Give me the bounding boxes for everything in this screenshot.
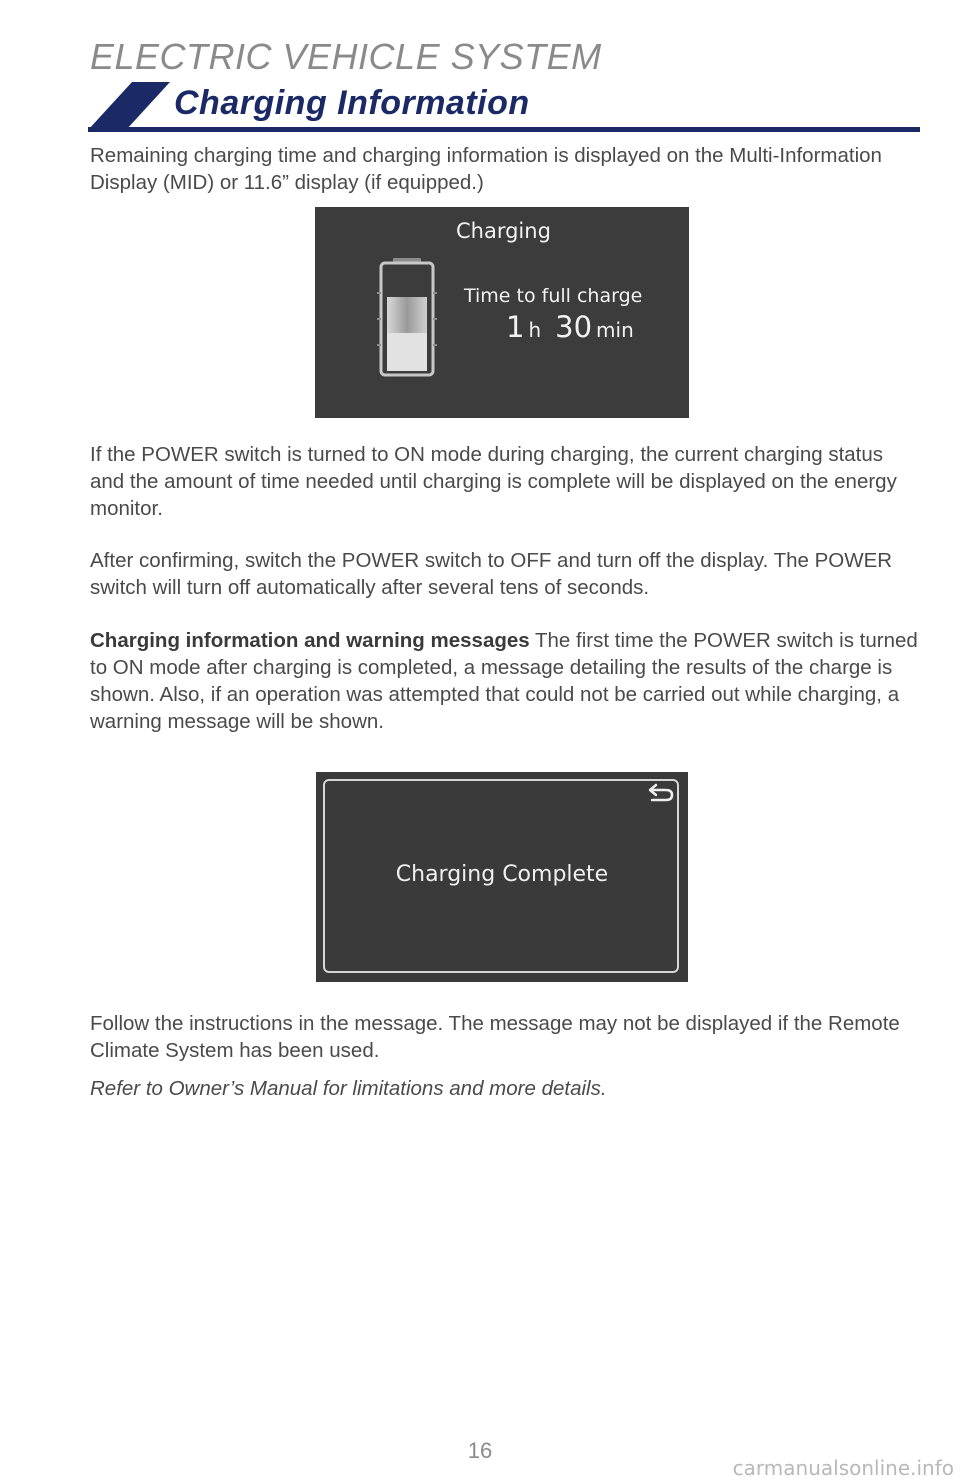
hours-value: 1 [506, 310, 525, 344]
page-heading: Charging Information [174, 84, 530, 122]
messages-heading: Charging information and warning messages [90, 629, 530, 652]
after-confirming-paragraph: After confirming, switch the POWER switch to OFF and turn off the display. The POWER switch will turn off automatically after several tens of seconds. [90, 549, 893, 599]
charging-time-display [315, 207, 689, 418]
messages-text: The first time the POWER switch is turned to ON mode after charging is completed, a message detailing the results of the charge is shown. Also, if an operation was attempted that could not be carried out while charging, a warning message will be shown. [90, 629, 918, 733]
power-on-paragraph: If the POWER switch is turned to ON mode during charging, the current charging status and the amount of time needed until charging is complete will be displayed on the energy monitor. [90, 443, 897, 520]
section-title: ELECTRIC VEHICLE SYSTEM [90, 36, 602, 77]
manual-note: Refer to Owner’s Manual for limitations and more details. [90, 1077, 607, 1100]
remaining-time [506, 310, 634, 344]
battery-icon [375, 257, 439, 384]
intro-paragraph: Remaining charging time and charging information is displayed on the Multi-Information Display (MID) or 11.6” display (if equipped.) [90, 144, 882, 194]
follow-instructions-paragraph: Follow the instructions in the message. The message may not be displayed if the Remote Climate System has been used. [90, 1012, 900, 1062]
messages-paragraph [90, 627, 920, 735]
display-title: Charging [456, 219, 551, 243]
charging-complete-message: Charging Complete [395, 862, 609, 887]
minutes-unit: min [596, 318, 634, 342]
back-arrow-icon[interactable] [646, 782, 676, 809]
charging-complete-display [316, 772, 688, 982]
watermark: carmanualsonline.info [732, 1456, 954, 1480]
page-number: 16 [467, 1438, 493, 1463]
hours-unit: h [528, 318, 542, 342]
minutes-value: 30 [555, 310, 593, 344]
time-to-full-label: Time to full charge [464, 285, 643, 307]
